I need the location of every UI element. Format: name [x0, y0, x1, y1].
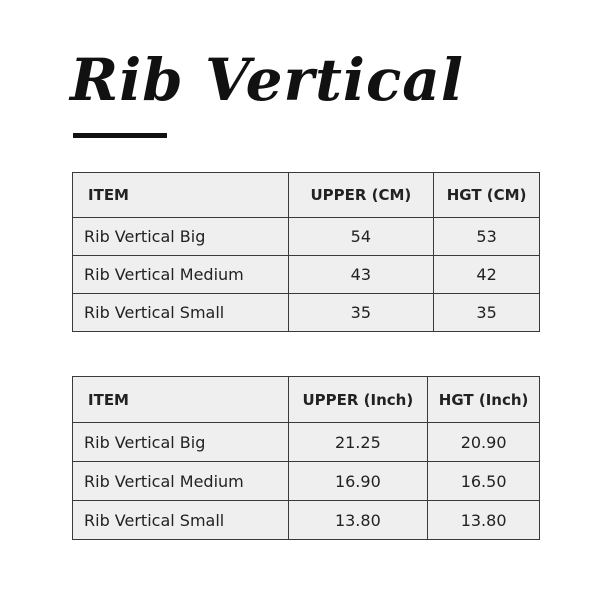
- table-row: [73, 218, 540, 256]
- height-cell: 20.90: [428, 423, 540, 462]
- upper-cell: 13.80: [288, 501, 428, 540]
- table-header-row: [73, 377, 540, 423]
- table-row: [73, 294, 540, 332]
- item-cell: Rib Vertical Big: [73, 423, 289, 462]
- table-row: [73, 256, 540, 294]
- size-table-cm: [72, 172, 540, 332]
- column-header-item: ITEM: [73, 173, 289, 218]
- item-cell: Rib Vertical Medium: [73, 462, 289, 501]
- column-header-upper: UPPER (CM): [288, 173, 434, 218]
- upper-cell: 16.90: [288, 462, 428, 501]
- upper-cell: 35: [288, 294, 434, 332]
- title-underline: [73, 133, 167, 138]
- table-row: [73, 501, 540, 540]
- column-header-item: ITEM: [73, 377, 289, 423]
- item-cell: Rib Vertical Big: [73, 218, 289, 256]
- item-cell: Rib Vertical Small: [73, 294, 289, 332]
- item-cell: Rib Vertical Small: [73, 501, 289, 540]
- page-title: Rib Vertical: [70, 46, 464, 114]
- height-cell: 16.50: [428, 462, 540, 501]
- upper-cell: 21.25: [288, 423, 428, 462]
- upper-cell: 43: [288, 256, 434, 294]
- size-table-inch: [72, 376, 540, 540]
- height-cell: 35: [434, 294, 540, 332]
- table-row: [73, 462, 540, 501]
- height-cell: 42: [434, 256, 540, 294]
- column-header-upper: UPPER (Inch): [288, 377, 428, 423]
- table-header-row: [73, 173, 540, 218]
- column-header-height: HGT (Inch): [428, 377, 540, 423]
- column-header-height: HGT (CM): [434, 173, 540, 218]
- upper-cell: 54: [288, 218, 434, 256]
- height-cell: 13.80: [428, 501, 540, 540]
- item-cell: Rib Vertical Medium: [73, 256, 289, 294]
- table-row: [73, 423, 540, 462]
- height-cell: 53: [434, 218, 540, 256]
